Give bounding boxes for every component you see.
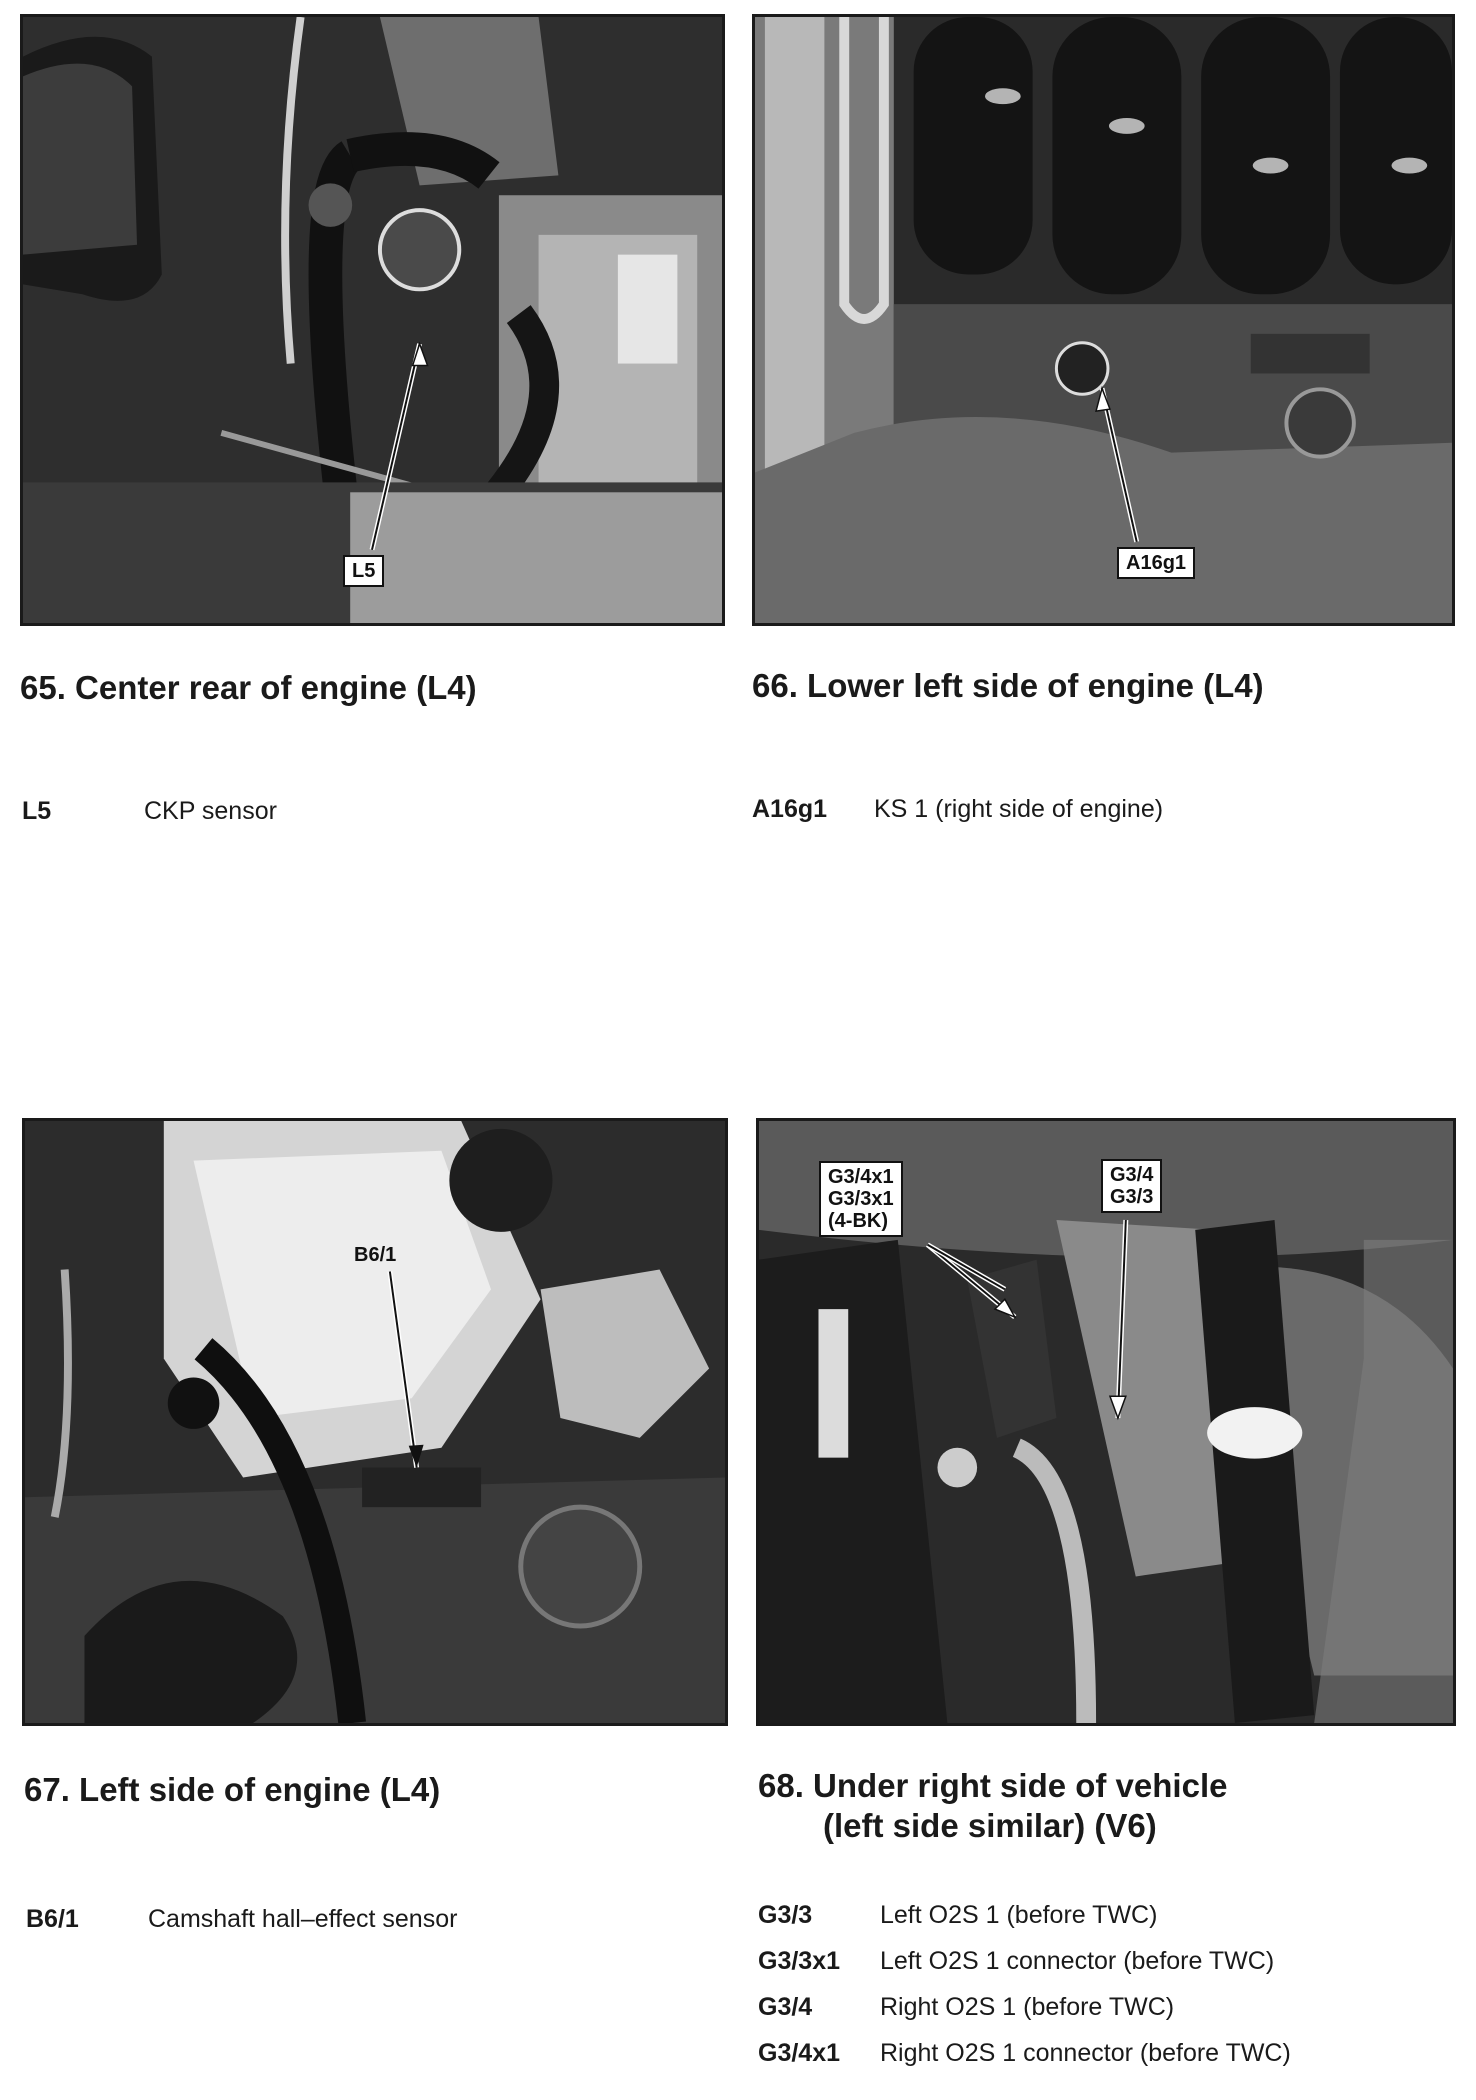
figure-number: 65. bbox=[20, 669, 66, 706]
legend-row bbox=[22, 788, 277, 834]
callout-G3-4-G3-3: G3/4 G3/3 bbox=[1101, 1159, 1162, 1213]
engine-photo-65 bbox=[23, 17, 722, 623]
legend-desc: Right O2S 1 connector (before TWC) bbox=[880, 2039, 1291, 2067]
legend-code: B6/1 bbox=[26, 1905, 79, 1933]
legend-code: G3/3x1 bbox=[758, 1947, 841, 1975]
legend-desc: CKP sensor bbox=[144, 797, 277, 825]
engine-photo-66 bbox=[755, 17, 1452, 623]
legend-code: L5 bbox=[22, 797, 52, 825]
figure-67-caption bbox=[24, 1770, 440, 1810]
legend-code: G3/4 bbox=[758, 1993, 813, 2021]
legend-row bbox=[752, 786, 1163, 832]
legend-desc: Left O2S 1 (before TWC) bbox=[880, 1901, 1158, 1929]
figure-65-legend bbox=[22, 788, 277, 834]
legend-code: G3/4x1 bbox=[758, 2039, 841, 2067]
legend-row bbox=[26, 1896, 457, 1942]
legend-code: A16g1 bbox=[752, 795, 828, 823]
legend-desc: Right O2S 1 (before TWC) bbox=[880, 1993, 1175, 2021]
legend-code: G3/3 bbox=[758, 1901, 813, 1929]
callout-A16g1: A16g1 bbox=[1117, 547, 1195, 579]
figure-title: Left side of engine (L4) bbox=[79, 1771, 441, 1808]
figure-title: Under right side of vehicle bbox=[813, 1767, 1228, 1804]
figure-66-photo bbox=[752, 14, 1455, 626]
figure-65-photo bbox=[20, 14, 725, 626]
legend-desc: Camshaft hall–effect sensor bbox=[148, 1905, 458, 1933]
legend-row bbox=[758, 1892, 1291, 1938]
callout-G3-4x1-G3-3x1: G3/4x1 G3/3x1 (4-BK) bbox=[819, 1161, 903, 1237]
callout-L5: L5 bbox=[343, 555, 384, 587]
legend-row bbox=[758, 1938, 1291, 1984]
figure-68-caption bbox=[758, 1766, 1227, 1846]
engine-photo-67 bbox=[25, 1121, 725, 1723]
legend-desc: KS 1 (right side of engine) bbox=[874, 795, 1164, 823]
figure-67-legend bbox=[26, 1896, 457, 1942]
figure-68-legend bbox=[758, 1892, 1291, 2076]
legend-row bbox=[758, 2030, 1291, 2076]
figure-title: Lower left side of engine (L4) bbox=[807, 667, 1264, 704]
figure-66-caption bbox=[752, 666, 1264, 706]
legend-desc: Left O2S 1 connector (before TWC) bbox=[880, 1947, 1275, 1975]
figure-67-photo bbox=[22, 1118, 728, 1726]
legend-row bbox=[758, 1984, 1291, 2030]
figure-66-legend bbox=[752, 786, 1163, 832]
figure-number: 66. bbox=[752, 667, 798, 704]
callout-B6-1: B6/1 bbox=[354, 1244, 397, 1266]
figure-65-caption bbox=[20, 668, 477, 708]
figure-number: 67. bbox=[24, 1771, 70, 1808]
figure-68-photo bbox=[756, 1118, 1456, 1726]
figure-number: 68. bbox=[758, 1767, 804, 1804]
figure-title-continued: (left side similar) (V6) bbox=[823, 1807, 1157, 1844]
figure-title: Center rear of engine (L4) bbox=[75, 669, 477, 706]
